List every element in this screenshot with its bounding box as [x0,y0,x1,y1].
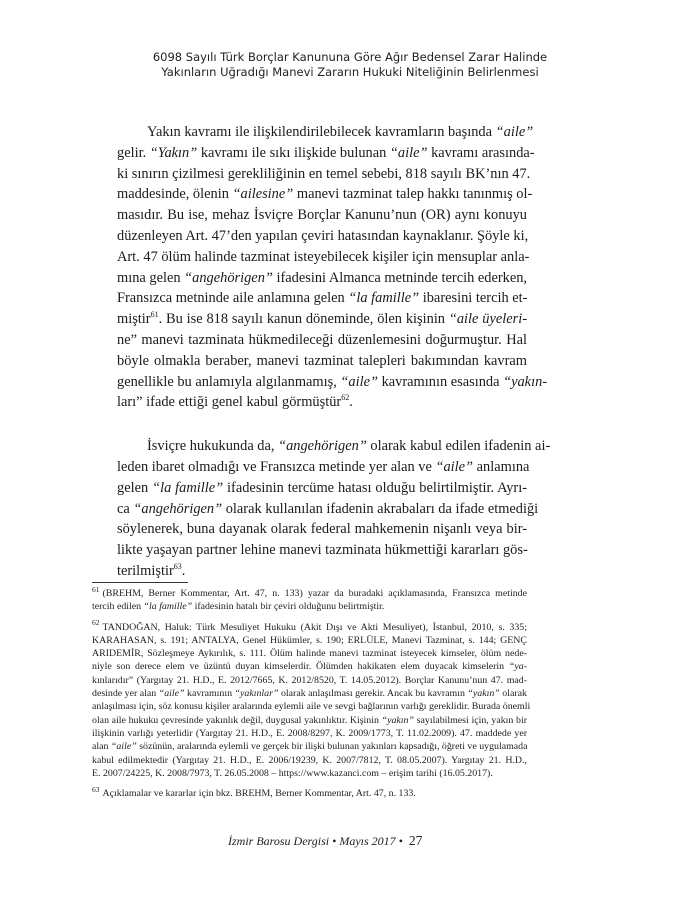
text-line: düzenleyen Art. 47’den yapılan çeviri hatasından kaynaklanır. Şöyle ki, [117,227,529,244]
text-line: Art. 47 ölüm halinde tazminat isteyebilecek kişiler için mensuplar anla- [117,248,530,265]
footnote-line: kınlarıdır” (Yargıtay 21. H.D., E. 2012/7665, K. 2012/8520, T. 14.05.2012). Borçlar Kanunu’nun 47. mad- [92,674,527,686]
text-line: ne” manevi tazminata hükmedileceği düzenlemesini doğurmuştur. Hal [117,331,527,348]
footnote-number: 63 [92,784,100,794]
footnote-line: niyle son derece elem ve üzüntü duyan kimselerdir. Ölümden hakikaten elem duyacak kimselerin “ya- [92,661,527,673]
footnote-number: 62 [92,618,100,628]
page-footer [228,833,422,849]
body-text [117,122,551,582]
footnote-line: kabul edilmektedir (Yargıtay 21. H.D., E. 2006/19239, K. 2007/7812, T. 08.05.2007). Yargıtay 21. H.D., [92,754,527,766]
running-header-line-2: Yakınların Uğradığı Manevi Zararın Hukuki Niteliğinin Belirlenmesi [161,65,539,79]
paragraph-2 [117,436,551,582]
footnote-line [92,618,527,634]
running-header [0,50,700,80]
text-line: maddesinde, ölenin “ailesine” manevi tazminat talep hakkı tanınmış ol- [117,186,533,203]
text-line: gelir. “Yakın” kavramı ile sıkı ilişkide bulunan “aile” kavramı arasında- [117,144,535,161]
footnotes [92,584,531,800]
text-line: böyle olmakla beraber, manevi tazminat talepleri bakımından kavram [117,352,527,369]
footnote-line: tercih edilen “la famille” ifadesinin hatalı bir çeviri olduğunu belirtmiştir. [92,601,385,613]
footnote-62 [92,618,531,781]
text-line: İsviçre hukukunda da, “angehörigen” olarak kabul edilen ifadenin ai- [147,438,551,455]
journal-name: İzmir Barosu Dergisi • Mayıs 2017 • [228,834,403,848]
footnote-reference: 63 [173,562,182,572]
text-line: ları” ifade ettiği genel kabul görmüştür$^{62}$. [117,393,353,411]
text-line: miştir$^{61}$. Bu ise 818 sayılı kanun döneminde, ölen kişinin “aile üyeleri- [117,310,527,328]
footnote-line [92,584,527,600]
footnote-number: 61 [92,584,100,594]
footnote-line: alan “aile” sözünün, aralarında eylemli ve gerçek bir ilişki bulunan yakınları kapsadığı, öğreti ve uygulamada [92,741,528,753]
text-line: ki sınırın çizilmesi gerekliliğinin en temel sebebi, 818 sayılı BK’nın 47. [117,165,531,182]
footnote-reference: 62 [341,393,350,403]
footnote-line: ARIDEMİR, Sözleşmeye Aykırılık, s. 111. Ölüm halinde manevi tazminat isteyecek kimseler, ölüm nede- [92,648,527,660]
page-number: 27 [408,833,423,848]
paragraph-1 [117,122,548,413]
running-header-line-1: 6098 Sayılı Türk Borçlar Kanununa Göre Ağır Bedensel Zarar Halinde [152,50,548,64]
footnote-line: desinde yer alan “aile” kavramının “yakınlar” olarak anlaşılması gerekir. Ancak bu kavramın “yakın” olarak [92,688,527,700]
footnote-reference: 61 [150,310,159,320]
text-line: Fransızca metninde aile anlamına gelen “la famille” ibaresini tercih et- [117,290,528,307]
footnote-61 [92,584,527,614]
footnote-line-text: (BREHM, Berner Kommentar, Art. 47, n. 133) yazar da buradaki açıklamasında, Fransızca metinde [102,588,527,599]
footnote-line: anlaşılması için, söz konusu kişiler aralarında eylemli aile ve sevgi bağlarının varlığı gereklidir. Burada önemli [92,701,531,713]
text-line: mına gelen “angehörigen” ifadesini Almanca metninde tercih ederken, [117,269,528,286]
text-line: masıdır. Bu ise, mehaz İsviçre Borçlar Kanunu’nun (OR) aynı konuyu [117,207,527,224]
footnote-line-text: Açıklamalar ve kararlar için bkz. BREHM, Berner Kommentar, Art. 47, n. 133. [102,788,416,800]
footnote-line-text: TANDOĞAN, Haluk: Türk Mesuliyet Hukuku (Akit Dışı ve Akti Mesuliyet), İstanbul, 2010, s. 335; [102,621,527,633]
text-line: söylenerek, buna dayanak olarak federal mahkemenin nişanlı veya bir- [117,521,527,538]
text-line: leden ibaret olmadığı ve Fransızca metinde yer alan ve “aile” anlamına [117,458,530,475]
footnote-line: E. 2007/24225, K. 2008/7973, T. 26.05.2008 – https://www.kazanci.com – erişim tarihi (16.05.2017). [92,767,493,779]
text-line: Yakın kavramı ile ilişkilendirilebilecek kavramların başında “aile” [147,124,534,140]
footnote-separator [92,582,188,583]
footnote-line: olan aile hukuku çevresinde yakınlık değil, duygusal yakınlıktır. Kişinin “yakın” sayılabilmesi için, yakın bir [92,714,527,726]
text-line: terilmiştir$^{63}$. [117,562,186,579]
text-line: likte yaşayan partner lehine manevi tazminata hükmettiği kararları gös- [117,542,528,559]
text-line: gelen “la famille” ifadesinin tercüme hatası olduğu belirtilmiştir. Ayrı- [117,479,527,496]
footnote-line: KARAHASAN, s. 191; ANTALYA, Genel Hükümler, s. 190; ERLÜLE, Manevi Tazminat, s. 144; GENÇ [92,634,527,646]
footnote-63 [92,784,527,800]
text-line: ca “angehörigen” olarak kullanılan ifadenin akrabaları da ifade etmediği [117,500,539,517]
footnote-line [92,784,527,800]
text-line: genellikle bu anlamıyla algılanmamış, “aile” kavramının esasında “yakın- [117,373,548,390]
footnote-line: ilişkinin varlığı yeterlidir (Yargıtay 21. H.D., E. 2008/8297, K. 2009/1773, T. 11.02.2009). 47. maddede yer [92,727,527,739]
